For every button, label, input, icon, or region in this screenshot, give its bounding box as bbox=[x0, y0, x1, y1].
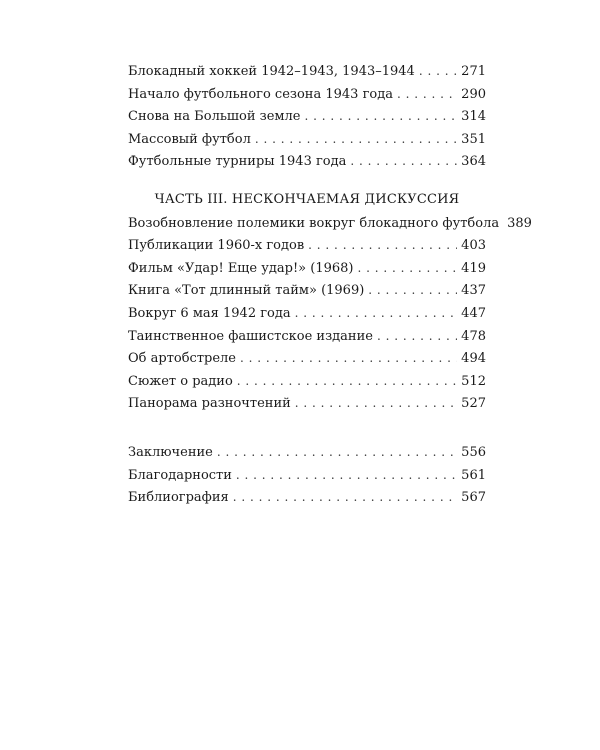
toc-entry-page: 512 bbox=[461, 373, 486, 389]
toc-entry[interactable] bbox=[128, 150, 486, 173]
toc-entry-page: 351 bbox=[461, 131, 486, 147]
toc-group-backmatter bbox=[128, 441, 486, 509]
toc-entry[interactable] bbox=[128, 257, 486, 280]
toc-entry[interactable] bbox=[128, 325, 486, 348]
toc-entry-title: Блокадный хоккей 1942–1943, 1943–1944 bbox=[128, 64, 415, 79]
dot-leader bbox=[357, 257, 457, 280]
toc-entry-title: Книга «Тот длинный тайм» (1969) bbox=[128, 283, 365, 299]
section-gap bbox=[128, 415, 486, 441]
toc-entry-page: 561 bbox=[461, 467, 486, 483]
toc-entry[interactable] bbox=[128, 279, 486, 302]
dot-leader bbox=[237, 370, 457, 393]
toc-entry[interactable] bbox=[128, 370, 486, 393]
toc-entry-page: 447 bbox=[461, 305, 486, 321]
dot-leader bbox=[377, 325, 457, 348]
toc-entry-title: Футбольные турниры 1943 года bbox=[128, 154, 347, 170]
dot-leader bbox=[295, 302, 458, 325]
toc-entry-page: 389 bbox=[507, 215, 532, 231]
toc-entry[interactable] bbox=[128, 347, 486, 370]
toc-entry[interactable] bbox=[128, 60, 486, 83]
toc-entry[interactable] bbox=[128, 486, 486, 509]
toc-entry[interactable] bbox=[128, 464, 486, 487]
toc-entry-page: 314 bbox=[461, 109, 486, 125]
toc-entry-page: 437 bbox=[461, 283, 486, 299]
toc-entry-title: Фильм «Удар! Еще удар!» (1968) bbox=[128, 260, 354, 276]
toc-entry-page: 567 bbox=[461, 490, 486, 506]
toc-entry[interactable] bbox=[128, 441, 486, 464]
toc-entry-title: Заключение bbox=[128, 444, 213, 460]
toc-entry-page: 556 bbox=[461, 444, 486, 460]
toc-entry[interactable] bbox=[128, 128, 486, 151]
toc-entry-title: Панорама разночтений bbox=[128, 396, 291, 412]
dot-leader bbox=[304, 105, 457, 128]
part-heading: ЧАСТЬ III. НЕСКОНЧАЕМАЯ ДИСКУССИЯ bbox=[154, 191, 460, 207]
dot-leader bbox=[368, 279, 457, 302]
toc-entry-title: Вокруг 6 мая 1942 года bbox=[128, 305, 291, 321]
dot-leader bbox=[240, 347, 457, 370]
dot-leader bbox=[419, 60, 457, 83]
toc-entry-page: 403 bbox=[461, 238, 486, 254]
toc-entry-page: 494 bbox=[461, 351, 486, 367]
toc-entry-title: Снова на Большой земле bbox=[128, 109, 301, 125]
toc-entry-title: Библиография bbox=[128, 490, 229, 506]
toc-entry-title: Об артобстреле bbox=[128, 351, 236, 367]
toc-entry[interactable] bbox=[128, 302, 486, 325]
toc-group-part-2-continued bbox=[128, 60, 486, 173]
toc-group-part-3 bbox=[128, 212, 532, 415]
toc-entry-page: 527 bbox=[461, 396, 486, 412]
toc-entry-title: Публикации 1960-х годов bbox=[128, 238, 305, 254]
toc-entry-title: Начало футбольного сезона 1943 года bbox=[128, 86, 393, 102]
dot-leader bbox=[255, 128, 457, 151]
toc-entry[interactable] bbox=[128, 83, 486, 106]
toc-entry[interactable] bbox=[128, 392, 486, 415]
toc-entry[interactable] bbox=[128, 212, 532, 235]
dot-leader bbox=[350, 150, 457, 173]
dot-leader bbox=[233, 486, 457, 509]
toc-entry[interactable] bbox=[128, 105, 486, 128]
toc-entry-title: Возобновление полемики вокруг блокадного футбола bbox=[128, 215, 500, 231]
toc-entry-page: 419 bbox=[461, 260, 486, 276]
toc-entry-title: Таинственное фашистское издание bbox=[128, 328, 373, 344]
table-of-contents bbox=[128, 60, 532, 509]
toc-entry-page: 271 bbox=[461, 64, 486, 79]
toc-entry-title: Сюжет о радио bbox=[128, 373, 233, 389]
toc-entry-page: 290 bbox=[461, 86, 486, 102]
dot-leader bbox=[308, 234, 457, 257]
toc-entry-page: 364 bbox=[461, 154, 486, 170]
toc-entry-title: Благодарности bbox=[128, 467, 232, 483]
dot-leader bbox=[295, 392, 457, 415]
dot-leader bbox=[236, 464, 457, 487]
dot-leader bbox=[397, 83, 457, 106]
toc-entry-title: Массовый футбол bbox=[128, 131, 251, 147]
toc-entry-page: 478 bbox=[461, 328, 486, 344]
toc-entry[interactable] bbox=[128, 234, 486, 257]
dot-leader bbox=[217, 441, 457, 464]
